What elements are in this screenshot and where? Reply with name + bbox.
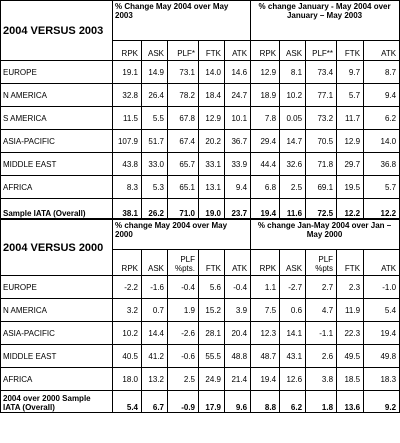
table-cell: 4.7 [306, 299, 337, 322]
col-header: ATK [364, 250, 400, 276]
sample-cell: 19.4 [251, 199, 280, 219]
col-header: ASK [280, 250, 306, 276]
table-cell: 29.7 [337, 153, 364, 176]
table-row [1, 130, 400, 153]
table-cell: 67.4 [168, 130, 199, 153]
table-cell: 20.2 [199, 130, 225, 153]
table-cell: 2.7 [306, 276, 337, 299]
table-cell: 14.7 [280, 130, 306, 153]
table-row [1, 84, 400, 107]
col-header: FTK [337, 41, 364, 61]
region-label: AFRICA [1, 176, 113, 199]
table-cell: 10.1 [225, 107, 251, 130]
sample-row [1, 199, 400, 219]
table-cell: 6.2 [364, 107, 400, 130]
table-cell: 5.3 [142, 176, 168, 199]
table-cell: 8.3 [113, 176, 142, 199]
table-cell: 5.4 [364, 299, 400, 322]
table-row [1, 176, 400, 199]
region-label: MIDDLE EAST [1, 153, 113, 176]
table-cell: 107.9 [113, 130, 142, 153]
table-cell: 9.4 [225, 176, 251, 199]
table-cell: 0.7 [142, 299, 168, 322]
region-label: EUROPE [1, 276, 113, 299]
table-cell: 26.4 [142, 84, 168, 107]
table-cell: 5.7 [337, 84, 364, 107]
table-cell: 49.5 [337, 345, 364, 368]
col-header: PLF** [306, 41, 337, 61]
table-cell: 13.1 [199, 176, 225, 199]
sample-cell: 13.6 [337, 391, 364, 413]
region-label: ASIA-PACIFIC [1, 130, 113, 153]
table-cell: 10.2 [280, 84, 306, 107]
sample-cell: 1.8 [306, 391, 337, 413]
table-cell: 2.5 [280, 176, 306, 199]
col-header: ASK [142, 41, 168, 61]
table-row [1, 107, 400, 130]
table-cell: 32.8 [113, 84, 142, 107]
table-cell: 2.5 [168, 368, 199, 391]
table-cell: 28.1 [199, 322, 225, 345]
table-row [1, 276, 400, 299]
table-cell: 51.7 [142, 130, 168, 153]
table-cell: 11.7 [337, 107, 364, 130]
table-row [1, 322, 400, 345]
col-header: ATK [225, 250, 251, 276]
table-cell: 33.9 [225, 153, 251, 176]
table-cell: 12.3 [251, 322, 280, 345]
col-header: ATK [364, 41, 400, 61]
table-cell: 73.1 [168, 61, 199, 84]
sample-cell: 9.2 [364, 391, 400, 413]
table-cell: 65.1 [168, 176, 199, 199]
table-cell: 67.8 [168, 107, 199, 130]
table-cell: 12.9 [251, 61, 280, 84]
sample-cell: 6.7 [142, 391, 168, 413]
sample-cell: 5.4 [113, 391, 142, 413]
group-header-ytd: % change Jan-May 2004 over Jan – May 2000 [251, 220, 400, 250]
section-title: 2004 VERSUS 2003 [1, 1, 113, 61]
col-header: ASK [142, 250, 168, 276]
table-cell: -2.6 [168, 322, 199, 345]
col-header: ASK [280, 41, 306, 61]
table-cell: 8.7 [364, 61, 400, 84]
table-cell: 12.9 [199, 107, 225, 130]
table-cell: 7.8 [251, 107, 280, 130]
table-cell: 18.3 [364, 368, 400, 391]
table-cell: 12.6 [280, 368, 306, 391]
table-row [1, 345, 400, 368]
region-label: N AMERICA [1, 299, 113, 322]
region-label: MIDDLE EAST [1, 345, 113, 368]
table-cell: 55.5 [199, 345, 225, 368]
table-cell: 11.5 [113, 107, 142, 130]
sample-cell: 17.9 [199, 391, 225, 413]
table-row [1, 61, 400, 84]
col-header: PLF* [168, 41, 199, 61]
table-cell: 43.1 [280, 345, 306, 368]
table-cell: 33.1 [199, 153, 225, 176]
col-header: ATK [225, 41, 251, 61]
table-cell: 14.4 [142, 322, 168, 345]
table-cell: -2.7 [280, 276, 306, 299]
table-cell: 18.5 [337, 368, 364, 391]
col-header: FTK [199, 41, 225, 61]
sample-cell: 9.6 [225, 391, 251, 413]
sample-cell: 71.0 [168, 199, 199, 219]
sample-cell: 12.2 [364, 199, 400, 219]
sample-cell: 12.2 [337, 199, 364, 219]
table-cell: 19.4 [364, 322, 400, 345]
region-label: S AMERICA [1, 107, 113, 130]
table-row [1, 368, 400, 391]
table-cell: 0.05 [280, 107, 306, 130]
col-header: RPK [113, 41, 142, 61]
table-cell: -1.0 [364, 276, 400, 299]
table-cell: 18.9 [251, 84, 280, 107]
table-cell: 73.4 [306, 61, 337, 84]
table-cell: 36.7 [225, 130, 251, 153]
table-cell: 48.8 [225, 345, 251, 368]
table-cell: 44.4 [251, 153, 280, 176]
col-header: FTK [199, 250, 225, 276]
table-cell: -1.6 [142, 276, 168, 299]
table-cell: 1.1 [251, 276, 280, 299]
group-header-ytd: % change January - May 2004 over January – May 2003 [251, 1, 400, 41]
table-cell: 13.2 [142, 368, 168, 391]
sample-cell: 72.5 [306, 199, 337, 219]
section-title: 2004 VERSUS 2000 [1, 220, 113, 276]
table-cell: 36.8 [364, 153, 400, 176]
table-cell: 49.8 [364, 345, 400, 368]
table-row [1, 153, 400, 176]
table-cell: 1.9 [168, 299, 199, 322]
table-cell: 48.7 [251, 345, 280, 368]
table-cell: 20.4 [225, 322, 251, 345]
sample-cell: 38.1 [113, 199, 142, 219]
table-cell: 65.7 [168, 153, 199, 176]
table-cell: 6.8 [251, 176, 280, 199]
table-cell: 32.6 [280, 153, 306, 176]
table-cell: 14.0 [199, 61, 225, 84]
region-label: AFRICA [1, 368, 113, 391]
table-cell: -0.4 [225, 276, 251, 299]
table-cell: 14.6 [225, 61, 251, 84]
table-cell: 3.2 [113, 299, 142, 322]
table-cell: 19.4 [251, 368, 280, 391]
table-cell: 69.1 [306, 176, 337, 199]
sample-label: Sample IATA (Overall) [1, 199, 113, 219]
table-cell: 15.2 [199, 299, 225, 322]
table-cell: 5.6 [199, 276, 225, 299]
sample-label: 2004 over 2000 Sample IATA (Overall) [1, 391, 113, 413]
table-cell: 43.8 [113, 153, 142, 176]
col-header: RPK [251, 41, 280, 61]
table-cell: 0.6 [280, 299, 306, 322]
group-header-month: % change May 2004 over May 2000 [113, 220, 251, 250]
table-cell: -0.4 [168, 276, 199, 299]
sample-cell: 6.2 [280, 391, 306, 413]
col-header: FTK [337, 250, 364, 276]
table-cell: 24.7 [225, 84, 251, 107]
table-cell: 41.2 [142, 345, 168, 368]
table-cell: 24.9 [199, 368, 225, 391]
sample-row [1, 391, 400, 413]
table-cell: 3.9 [225, 299, 251, 322]
group-header-month: % Change May 2004 over May 2003 [113, 1, 251, 41]
sample-cell: 23.7 [225, 199, 251, 219]
table-cell: -1.1 [306, 322, 337, 345]
table-cell: 11.9 [337, 299, 364, 322]
sample-cell: 8.8 [251, 391, 280, 413]
table-cell: 8.1 [280, 61, 306, 84]
table-cell: 9.4 [364, 84, 400, 107]
sample-cell: 11.6 [280, 199, 306, 219]
table-cell: 12.9 [337, 130, 364, 153]
table-cell: 78.2 [168, 84, 199, 107]
table-cell: 2.3 [337, 276, 364, 299]
table-cell: 19.1 [113, 61, 142, 84]
col-header: PLF %pts [306, 250, 337, 276]
sample-cell: -0.9 [168, 391, 199, 413]
table-cell: 10.2 [113, 322, 142, 345]
table-cell: 70.5 [306, 130, 337, 153]
col-header: RPK [251, 250, 280, 276]
table-cell: 14.9 [142, 61, 168, 84]
col-header: RPK [113, 250, 142, 276]
table-cell: 7.5 [251, 299, 280, 322]
region-label: EUROPE [1, 61, 113, 84]
table-2004-vs-2000 [0, 219, 400, 413]
table-cell: 22.3 [337, 322, 364, 345]
table-cell: 14.0 [364, 130, 400, 153]
col-header: PLF %pts. [168, 250, 199, 276]
table-row [1, 299, 400, 322]
table-2004-vs-2003 [0, 0, 400, 219]
sample-cell: 26.2 [142, 199, 168, 219]
table-cell: 9.7 [337, 61, 364, 84]
table-cell: 18.4 [199, 84, 225, 107]
table-cell: 18.0 [113, 368, 142, 391]
table-cell: 73.2 [306, 107, 337, 130]
table-cell: 2.6 [306, 345, 337, 368]
table-cell: -0.6 [168, 345, 199, 368]
region-label: ASIA-PACIFIC [1, 322, 113, 345]
table-cell: 77.1 [306, 84, 337, 107]
table-cell: 71.8 [306, 153, 337, 176]
region-label: N AMERICA [1, 84, 113, 107]
table-cell: 19.5 [337, 176, 364, 199]
table-cell: 33.0 [142, 153, 168, 176]
sample-cell: 19.0 [199, 199, 225, 219]
table-cell: 14.1 [280, 322, 306, 345]
table-cell: 21.4 [225, 368, 251, 391]
table-cell: 3.8 [306, 368, 337, 391]
table-cell: -2.2 [113, 276, 142, 299]
table-cell: 29.4 [251, 130, 280, 153]
table-cell: 5.7 [364, 176, 400, 199]
table-cell: 40.5 [113, 345, 142, 368]
table-cell: 5.5 [142, 107, 168, 130]
